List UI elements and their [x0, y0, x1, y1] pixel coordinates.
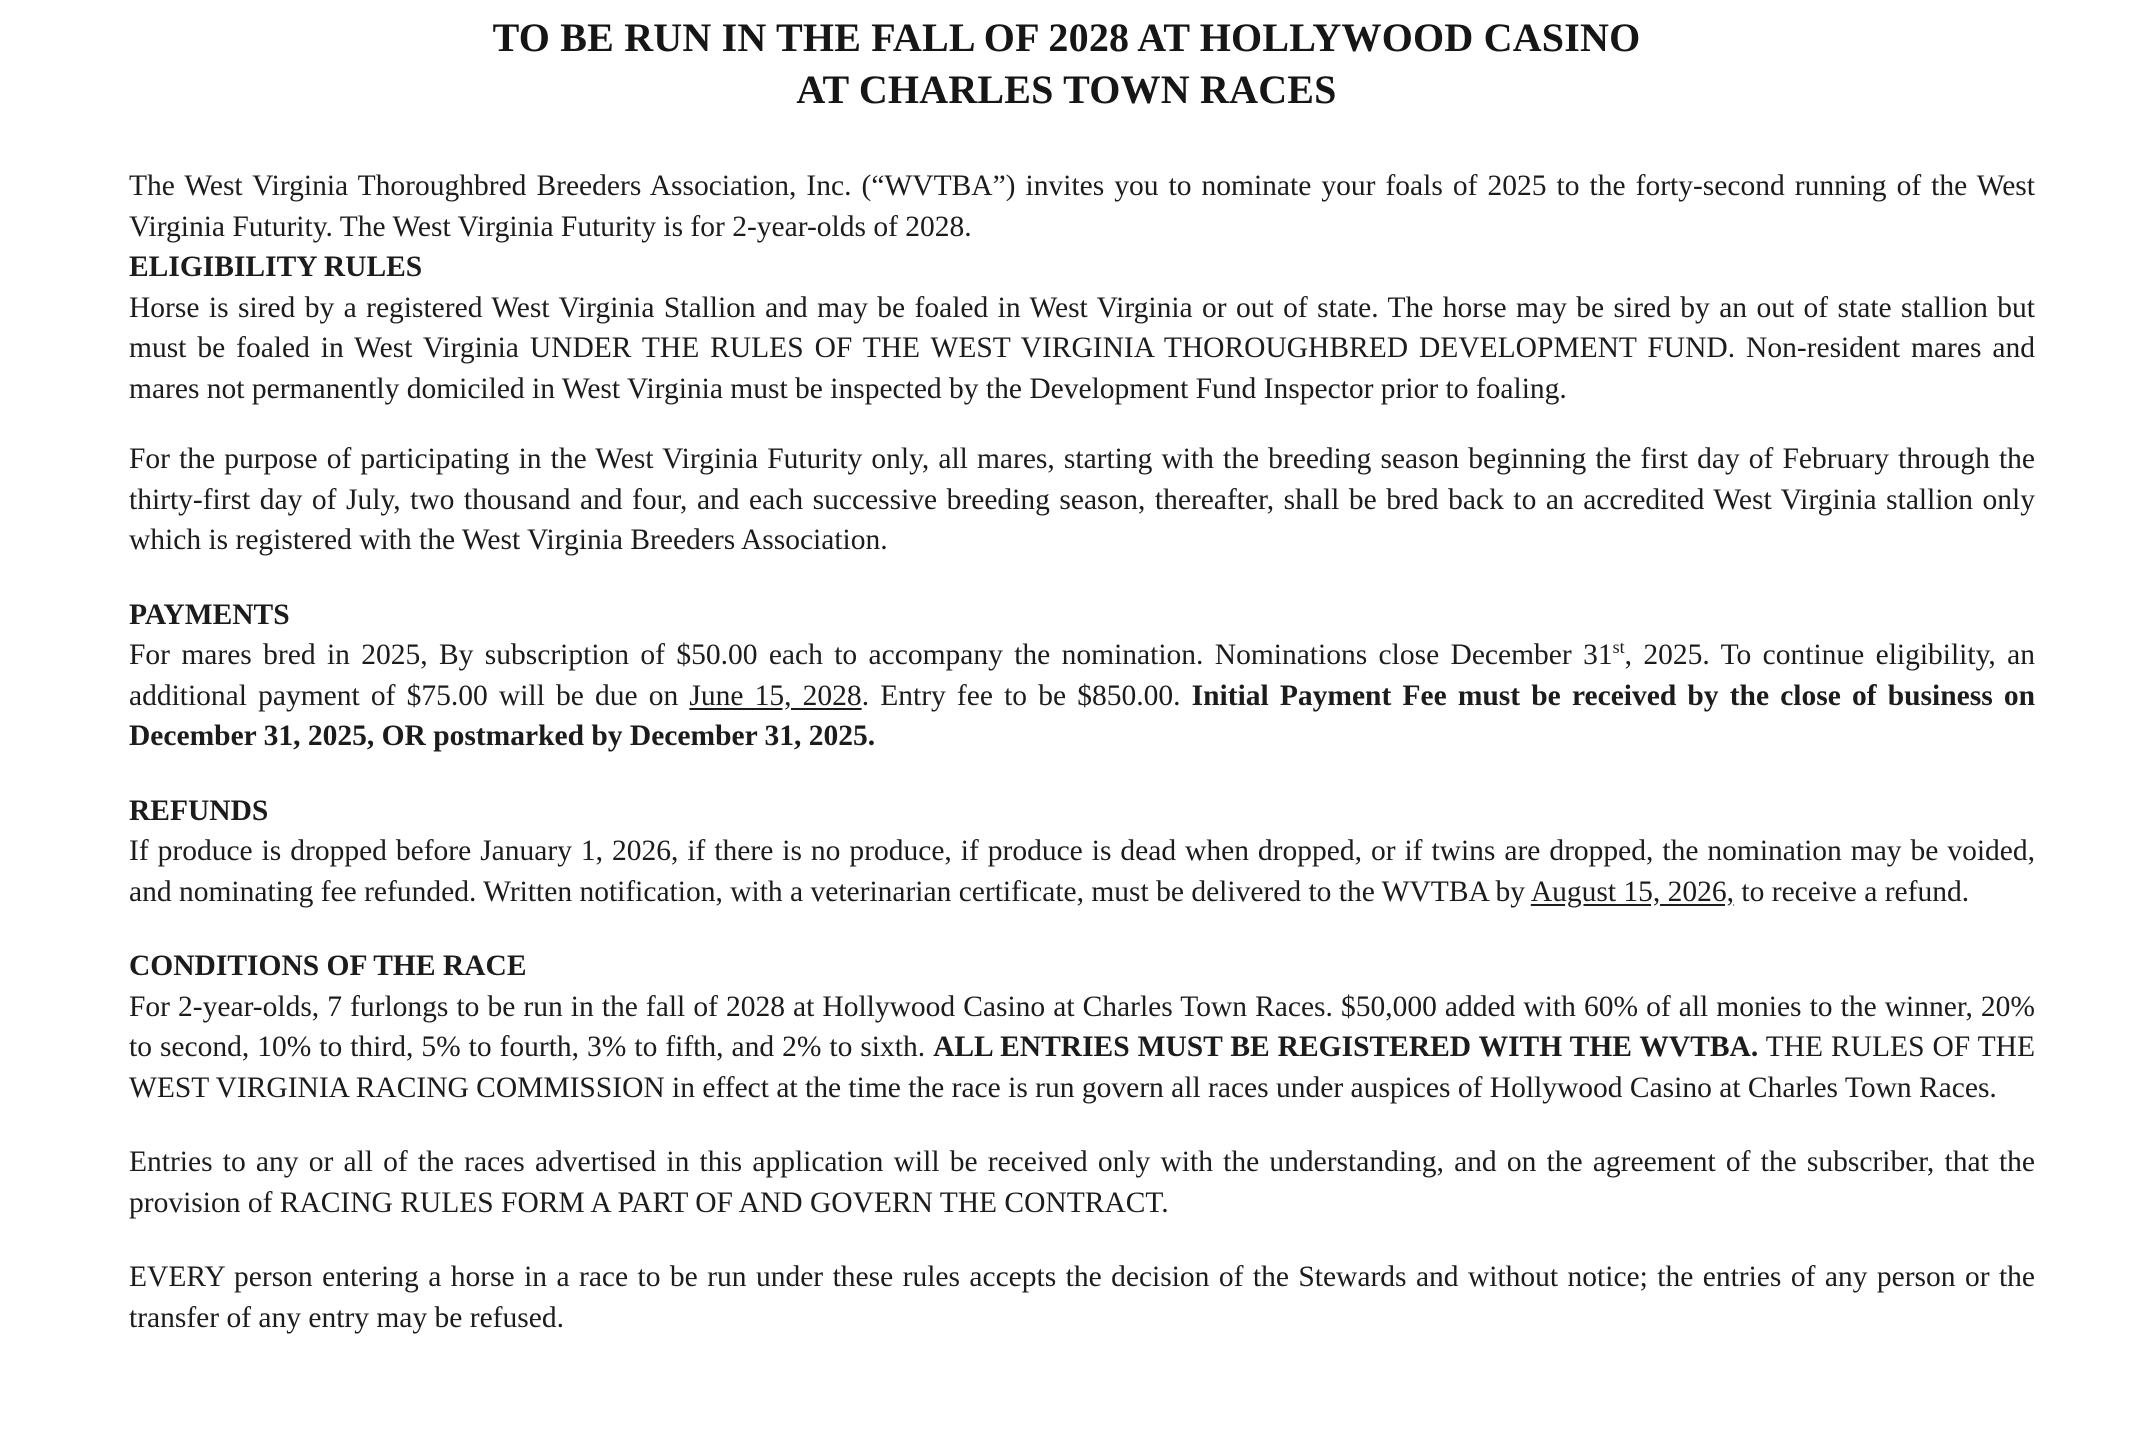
intro-paragraph: The West Virginia Thoroughbred Breeders Association, Inc. (“WVTBA”) invites you to nominate your foals of 2025 to the forty-second running of the West Virginia Futurity. The West Virginia Futurity is for 2-year-olds of 2028.	[129, 170, 2035, 243]
spacer	[129, 561, 2035, 595]
eligibility-heading: ELIGIBILITY RULES	[129, 251, 423, 283]
payments-text-b: , 2025. To continue eligibility, an additional payment of $75.00 will be due on	[129, 639, 2035, 712]
registration-notice: ALL ENTRIES MUST BE REGISTERED WITH THE WVTBA.	[933, 1031, 1759, 1063]
stewards-paragraph: EVERY person entering a horse in a race to be run under these rules accepts the decision of the Stewards and without notice; the entries of any person or the transfer of any entry may be refused.	[129, 1261, 2035, 1334]
refunds-heading: REFUNDS	[129, 794, 269, 827]
eligibility-paragraph-1: Horse is sired by a registered West Virginia Stallion and may be foaled in West Virginia or out of state. The horse may be sired by an out of state stallion but must be foaled in West Virginia UNDER THE RULES OF THE WEST VIRGINIA THOROUGHBRED DEVELOPMENT FUND. Non-resident mares and mares not permanently domiciled in West Virginia must be inspected by the Development Fund Inspector prior to foaling.	[129, 291, 2035, 405]
refund-deadline: August 15, 2026,	[1530, 875, 1735, 908]
ordinal-suffix: st	[1612, 637, 1625, 657]
entries-paragraph: Entries to any or all of the races advertised in this application will be received only with the understanding, and on the agreement of the subscriber, that the provision of RACING RULES FORM A PART OF AND GOVERN THE CONTRACT.	[129, 1146, 2035, 1219]
payments-paragraph	[129, 635, 2035, 757]
payment-deadline-notice: Initial Payment Fee must be received by the close of business on December 31, 2025, OR postmarked by December 31, 2025.	[129, 679, 2035, 752]
spacer	[129, 1108, 2035, 1142]
refunds-text-b: to receive a refund.	[1734, 875, 1970, 908]
spacer	[129, 757, 2035, 791]
payment-due-date: June 15, 2028	[689, 679, 862, 712]
payments-text-c: . Entry fee to be $850.00.	[861, 679, 1192, 712]
conditions-heading: CONDITIONS OF THE RACE	[129, 950, 527, 982]
spacer	[129, 912, 2035, 946]
document-title-line-2: AT CHARLES TOWN RACES	[796, 67, 1337, 112]
document-title-line-1: TO BE RUN IN THE FALL OF 2028 AT HOLLYWOOD CASINO	[492, 15, 1641, 60]
spacer	[129, 409, 2035, 439]
eligibility-paragraph-2: For the purpose of participating in the West Virginia Futurity only, all mares, starting with the breeding season beginning the first day of February through the thirty-first day of July, two thousand and four, and each successive breeding season, thereafter, shall be bred back to an accredited West Virginia stallion only which is registered with the West Virginia Breeders Association.	[129, 443, 2035, 556]
conditions-paragraph	[129, 987, 2035, 1109]
refunds-text-a: If produce is dropped before January 1, 2026, if there is no produce, if produce is dead when dropped, or if twins are dropped, the nomination may be voided, and nominating fee refunded. Written notification, with a veterinarian certificate, must be delivered to the WVTBA by	[129, 835, 2035, 908]
spacer	[129, 1223, 2035, 1257]
conditions-text-a: For 2-year-olds, 7 furlongs to be run in the fall of 2028 at Hollywood Casino at Charles Town Races. $50,000 added with 60% of all monies to the winner, 20% to second, 10% to third, 5% to fourth, 3% to fifth, and 2% to sixth.	[129, 990, 2035, 1063]
refunds-paragraph	[129, 831, 2035, 912]
payments-heading: PAYMENTS	[129, 598, 290, 631]
conditions-text-b: THE RULES OF THE WEST VIRGINIA RACING COMMISSION in effect at the time the race is run govern all races under auspices of Hollywood Casino at Charles Town Races.	[129, 1031, 2035, 1104]
document-body	[129, 166, 2035, 1338]
payments-text-a: For mares bred in 2025, By subscription of $50.00 each to accompany the nomination. Nominations close December 31	[129, 639, 1613, 671]
